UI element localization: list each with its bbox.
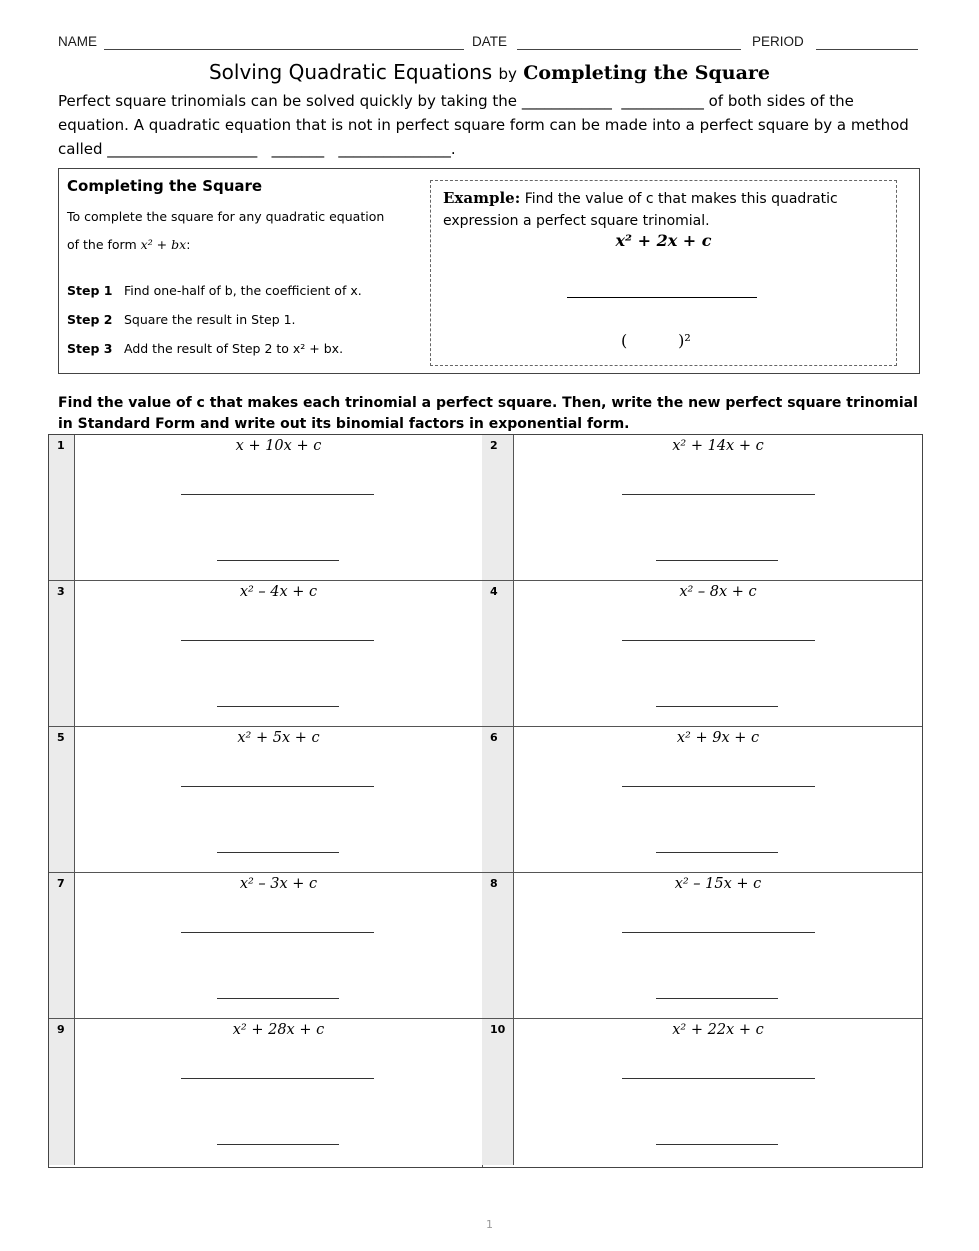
box-heading: Completing the Square <box>67 177 263 195</box>
factored-form-answer-line[interactable] <box>656 560 778 561</box>
example-description: Find the value of c that makes this quadratic expression a perfect square trinomial. <box>443 191 838 229</box>
intro-blank-5[interactable]: _______________ <box>338 140 451 158</box>
number-column <box>49 435 75 580</box>
problem-cell <box>482 435 922 581</box>
step-2 <box>67 312 296 327</box>
factored-form-answer-line[interactable] <box>656 852 778 853</box>
problem-number: 5 <box>57 731 65 744</box>
problem-number: 2 <box>490 439 498 452</box>
standard-form-answer-line[interactable] <box>181 932 374 933</box>
number-column <box>482 1019 514 1165</box>
step-text: Find one-half of b, the coefficient of x. <box>124 283 362 298</box>
example-box <box>430 180 897 366</box>
name-label: NAME <box>58 34 98 49</box>
problem-expression: x² – 15x + c <box>674 876 762 892</box>
problem-expression: x² – 3x + c <box>239 876 318 892</box>
factored-form-answer-line[interactable] <box>656 706 778 707</box>
step-1 <box>67 283 362 298</box>
factored-form-answer-line[interactable] <box>217 998 339 999</box>
standard-form-answer-line[interactable] <box>622 1078 815 1079</box>
factored-form-answer-line[interactable] <box>656 1144 778 1145</box>
problem-expression: x² + 9x + c <box>676 730 760 746</box>
example-binomial-square[interactable]: ( )² <box>621 331 691 350</box>
problem-cell <box>482 727 922 873</box>
problem-number: 3 <box>57 585 65 598</box>
number-column <box>49 873 75 1018</box>
box-line2-prefix: of the form <box>67 237 141 252</box>
problem-number: 1 <box>57 439 65 452</box>
problem-number: 9 <box>57 1023 65 1036</box>
standard-form-answer-line[interactable] <box>181 786 374 787</box>
problem-number: 8 <box>490 877 498 890</box>
problem-cell <box>49 581 482 727</box>
intro-text1: Perfect square trinomials can be solved quickly by taking the <box>58 92 522 110</box>
instructions: Find the value of c that makes each trinomial a perfect square. Then, write the new perfect square trinomial in Standard Form and write out its binomial factors in exponential form. <box>58 395 918 432</box>
intro-blank-3[interactable]: ____________________ <box>107 140 258 158</box>
problem-cell <box>482 873 922 1019</box>
standard-form-answer-line[interactable] <box>622 640 815 641</box>
problem-cell <box>482 581 922 727</box>
intro-blank-2[interactable]: ___________ <box>621 92 704 110</box>
standard-form-answer-line[interactable] <box>181 494 374 495</box>
problem-number: 10 <box>490 1023 506 1036</box>
number-column <box>482 435 514 580</box>
number-column <box>482 727 514 872</box>
problem-expression: x² + 5x + c <box>237 730 320 746</box>
name-field[interactable] <box>104 49 464 50</box>
problem-expression: x² – 8x + c <box>679 584 757 600</box>
step-3 <box>67 341 343 356</box>
period-field[interactable] <box>816 49 918 50</box>
problem-expression: x + 10x + c <box>235 438 322 454</box>
title-by: by <box>498 65 517 83</box>
problem-cell <box>49 435 482 581</box>
number-column <box>49 727 75 872</box>
problem-expression: x² – 4x + c <box>239 584 318 600</box>
number-column <box>482 581 514 726</box>
title-part1: Solving Quadratic Equations <box>208 60 493 84</box>
intro-end: . <box>450 140 456 158</box>
factored-form-answer-line[interactable] <box>217 852 339 853</box>
problem-cell <box>482 1019 922 1165</box>
factored-form-answer-line[interactable] <box>656 998 778 999</box>
factored-form-answer-line[interactable] <box>217 1144 339 1145</box>
example-text <box>443 187 883 232</box>
page-title <box>0 60 979 84</box>
step-label: Step 1 <box>67 283 113 298</box>
example-label: Example: <box>443 189 521 207</box>
intro-text2: of both sides of the equation. A quadratic equation that is not in perfect square form can be made into a perfect square by a method called <box>58 92 909 158</box>
standard-form-answer-line[interactable] <box>622 932 815 933</box>
completing-square-box <box>58 168 920 374</box>
number-column <box>49 1019 75 1165</box>
step-label: Step 3 <box>67 341 113 356</box>
problem-number: 4 <box>490 585 498 598</box>
example-expression: x² + 2x + c <box>615 231 712 250</box>
date-field[interactable] <box>517 49 741 50</box>
number-column <box>482 873 514 1018</box>
step-text: Add the result of Step 2 to x² + bx. <box>124 341 344 356</box>
factored-form-answer-line[interactable] <box>217 560 339 561</box>
standard-form-answer-line[interactable] <box>622 786 815 787</box>
problem-cell <box>49 1019 482 1165</box>
intro-paragraph <box>58 89 923 161</box>
standard-form-answer-line[interactable] <box>181 640 374 641</box>
problem-number: 7 <box>57 877 65 890</box>
problem-number: 6 <box>490 731 498 744</box>
example-answer-line[interactable] <box>567 297 757 298</box>
standard-form-answer-line[interactable] <box>622 494 815 495</box>
problem-cell <box>49 727 482 873</box>
problem-cell <box>49 873 482 1019</box>
intro-blank-1[interactable]: ____________ <box>521 92 612 110</box>
number-column <box>49 581 75 726</box>
date-label: DATE <box>472 34 508 49</box>
box-line2-form: x² + bx <box>140 237 187 252</box>
problem-expression: x² + 22x + c <box>672 1022 764 1038</box>
problem-expression: x² + 14x + c <box>672 438 764 454</box>
problem-grid <box>48 434 923 1168</box>
problem-expression: x² + 28x + c <box>232 1022 325 1038</box>
factored-form-answer-line[interactable] <box>217 706 339 707</box>
step-text: Square the result in Step 1. <box>124 312 296 327</box>
page-number: 1 <box>486 1218 493 1231</box>
title-part2: Completing the Square <box>523 62 771 84</box>
box-line2 <box>67 237 190 252</box>
standard-form-answer-line[interactable] <box>181 1078 374 1079</box>
box-line2-suffix: : <box>186 237 191 252</box>
intro-blank-4[interactable]: _______ <box>271 140 325 158</box>
step-label: Step 2 <box>67 312 113 327</box>
box-line1: To complete the square for any quadratic equation <box>67 209 385 224</box>
period-label: PERIOD <box>752 34 804 49</box>
